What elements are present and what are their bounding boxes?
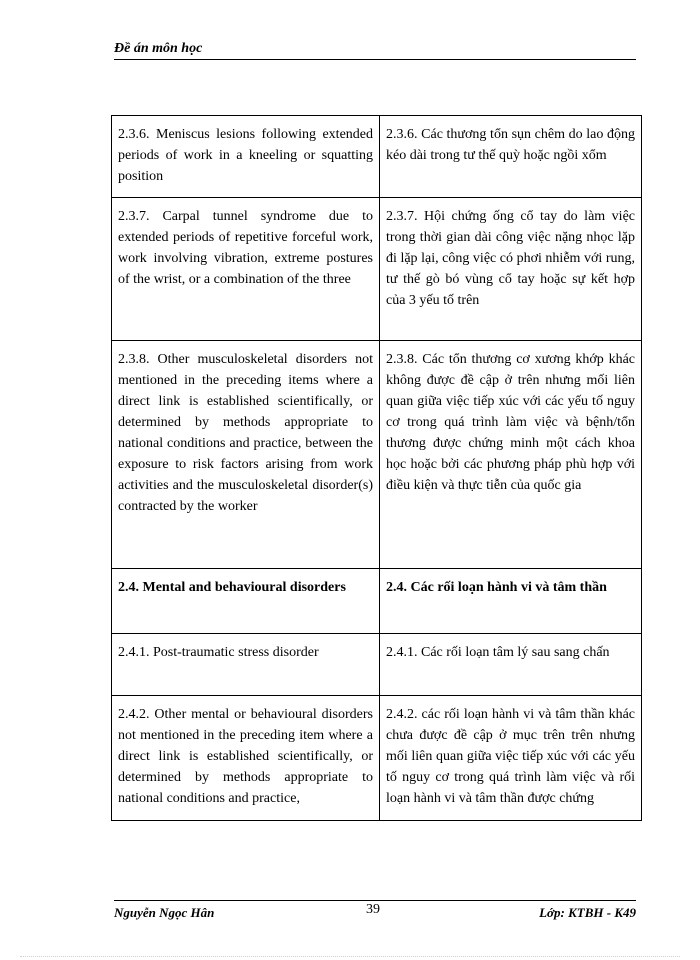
footer-class-label: Lớp: KTBH - K49 [539, 905, 636, 920]
english-cell: 2.4. Mental and behavioural disorders [112, 569, 380, 634]
english-cell: 2.4.2. Other mental or behavioural disorders not mentioned in the preceding item where a direct link is established scientifically, or determined by methods appropriate to national conditions and practice, [112, 696, 380, 821]
footer-author: Nguyễn Ngọc Hân [114, 905, 215, 920]
header-divider [114, 59, 636, 60]
table-row [112, 341, 642, 569]
table-row [112, 634, 642, 696]
english-cell: 2.4.1. Post-traumatic stress disorder [112, 634, 380, 696]
page-number: 39 [366, 902, 380, 917]
page-header-title: Đề án môn học [114, 41, 203, 56]
bilingual-table [111, 115, 642, 821]
table-row [112, 696, 642, 821]
vietnamese-cell: 2.3.8. Các tổn thương cơ xương khớp khác không được đề cập ở trên nhưng mối liên quan giữa việc tiếp xúc với các yếu tố nguy cơ trong quá trình làm việc và bệnh/tổn thương được chứng minh một cách khoa học hoặc bởi các phương pháp phù hợp với điều kiện và thực tiễn của quốc gia [380, 341, 642, 569]
vietnamese-cell: 2.3.6. Các thương tổn sụn chêm do lao động kéo dài trong tư thế quỳ hoặc ngồi xổm [380, 116, 642, 198]
vietnamese-cell: 2.3.7. Hội chứng ống cổ tay do làm việc trong thời gian dài công việc nặng nhọc lặp đi lặp lại, công việc có phơi nhiễm với rung, tư thế gò bó vùng cổ tay hoặc sự kết hợp của 3 yếu tố trên [380, 198, 642, 341]
english-cell: 2.3.8. Other musculoskeletal disorders not mentioned in the preceding items where a direct link is established scientifically, or determined by methods appropriate to national conditions and practice, between the exposure to risk factors arising from work activities and the musculoskeletal disorder(s) contracted by the worker [112, 341, 380, 569]
footer-divider [114, 900, 636, 901]
vietnamese-cell: 2.4. Các rối loạn hành vi và tâm thần [380, 569, 642, 634]
table-row [112, 198, 642, 341]
page-edge [20, 956, 680, 957]
english-cell: 2.3.6. Meniscus lesions following extended periods of work in a kneeling or squatting position [112, 116, 380, 198]
table-row-section-heading [112, 569, 642, 634]
vietnamese-cell: 2.4.2. các rối loạn hành vi và tâm thần khác chưa được đề cập ở mục trên trên nhưng mối liên quan giữa việc tiếp xúc với các yếu tố nguy cơ trong quá trình làm việc và rối loạn hành vi và tâm thần được chứng [380, 696, 642, 821]
vietnamese-cell: 2.4.1. Các rối loạn tâm lý sau sang chấn [380, 634, 642, 696]
table-row [112, 116, 642, 198]
english-cell: 2.3.7. Carpal tunnel syndrome due to extended periods of repetitive forceful work, work involving vibration, extreme postures of the wrist, or a combination of the three [112, 198, 380, 341]
